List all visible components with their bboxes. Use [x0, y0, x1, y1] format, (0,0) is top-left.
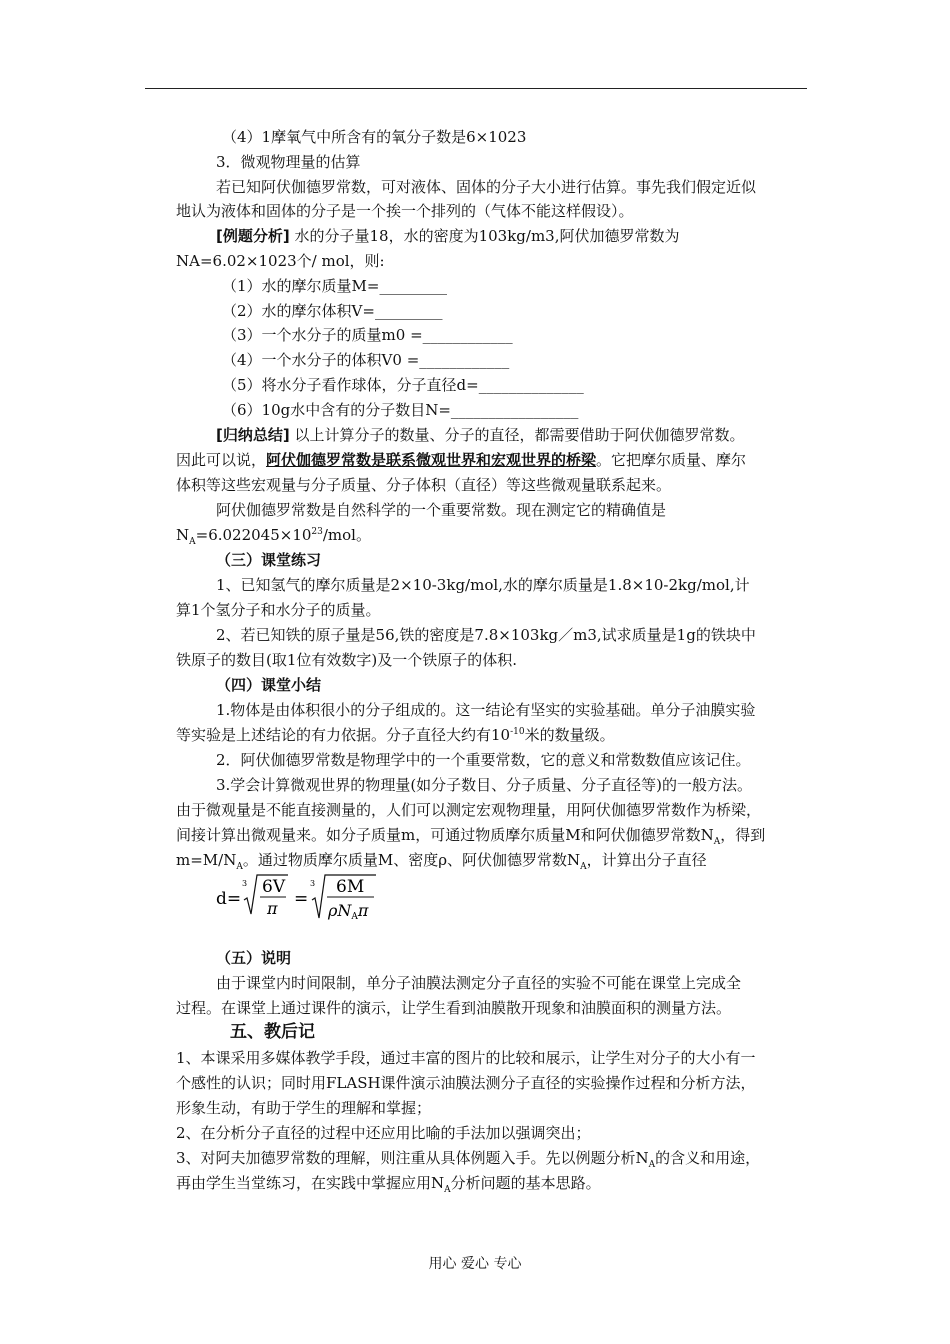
section-heading: （五）说明 [216, 949, 292, 967]
text-span: 再由学生当堂练习，在实践中掌握应用N [176, 1174, 445, 1192]
constant-value [176, 524, 371, 546]
diameter-formula [216, 872, 386, 924]
header-rule [145, 88, 807, 89]
section-heading: 3．微观物理量的估算 [216, 153, 361, 171]
subscript: A [580, 862, 587, 872]
section-heading: （四）课堂小结 [216, 676, 322, 694]
subscript: A [236, 862, 243, 872]
conclusion-line [176, 849, 707, 871]
text-span: 分析问题的基本思路。 [450, 1174, 601, 1192]
question-item: （6）10g水中含有的分子数目N=_________________ [222, 401, 579, 419]
summary-text: 以上计算分子的数量、分子的直径，都需要借助于阿伏伽德罗常数。 [289, 426, 745, 444]
question-item: （4）一个水分子的体积V0 =____________ [222, 351, 510, 369]
numerator: 6M [336, 877, 365, 897]
exercise-line: 铁原子的数目(取1位有效数字)及一个铁原子的体积. [176, 651, 518, 669]
key-statement: 阿伏伽德罗常数是联系微观世界和宏观世界的桥梁 [266, 451, 597, 469]
text-span: ，得到 [720, 826, 766, 844]
reflection-line: 形象生动，有助于学生的理解和掌握； [176, 1099, 432, 1117]
question-item: （3）一个水分子的质量m0 =____________ [222, 326, 513, 344]
text-span: 3、对阿夫加德罗常数的理解，则注重从具体例题入手。先以例题分析N [176, 1149, 649, 1167]
summary-line [176, 449, 746, 471]
summary-line [216, 424, 745, 446]
text-span: ，计算出分子直径 [586, 851, 707, 869]
text-span: 因此可以说， [176, 451, 267, 469]
text-span: N [176, 526, 190, 544]
equals-sign: = [294, 889, 309, 909]
text-span: 等实验是上述结论的有力依据。分子直径大约有10 [176, 726, 511, 744]
text-span: m=M/N [176, 851, 237, 869]
text-span: 间接计算出微观量来。如分子质量m，可通过物质摩尔质量M和阿伏伽德罗常数N [176, 826, 714, 844]
conclusion-line: 由于微观量是不能直接测量的，人们可以测定宏观物理量，用阿伏伽德罗常数作为桥梁， [176, 801, 762, 819]
conclusion-line [176, 724, 615, 746]
text-line: 地认为液体和固体的分子是一个挨一个排列的（气体不能这样假设）。 [176, 202, 634, 220]
reflection-line: 2、在分析分子直径的过程中还应用比喻的手法加以强调突出； [176, 1124, 591, 1142]
exercise-line: 1、已知氢气的摩尔质量是2×10-3kg/mol,水的摩尔质量是1.8×10-2kg/mol,计 [216, 576, 750, 594]
reflection-line [176, 1172, 601, 1194]
subscript: A [648, 1160, 656, 1170]
text-line: （4）1摩氧气中所含有的氧分子数是6×1023 [222, 128, 527, 146]
text-span: =6.022045×10 [195, 526, 312, 544]
section-heading: （三）课堂练习 [216, 551, 322, 569]
root-index: 3 [310, 879, 316, 888]
denominator: π [267, 899, 278, 918]
exercise-line: 算1个氢分子和水分子的质量。 [176, 601, 381, 619]
question-item: （5）将水分子看作球体，分子直径d=______________ [222, 376, 584, 394]
text-line: 体积等这些宏观量与分子质量、分子体积（直径）等这些微观量联系起来。 [176, 476, 672, 494]
subscript: A [189, 537, 196, 547]
conclusion-line: 2．阿伏伽德罗常数是物理学中的一个重要常数，它的意义和常数数值应该记住。 [216, 751, 751, 769]
text-line: NA=6.02×1023个/ mol，则: [176, 252, 385, 270]
example-text: 水的分子量18，水的密度为103kg/m3,阿伏加德罗常数为 [289, 227, 680, 245]
numerator: 6V [262, 877, 286, 897]
reflection-line: 个感性的认识；同时用FLASH课件演示油膜法测分子直径的实验操作过程和分析方法， [176, 1074, 756, 1092]
example-line [216, 225, 680, 247]
text-span: 米的数量级。 [524, 726, 615, 744]
page-footer: 用心 爱心 专心 [428, 1256, 522, 1272]
subscript: A [444, 1185, 451, 1195]
superscript: 23 [311, 527, 323, 537]
root-index: 3 [242, 879, 248, 888]
text-span: 的含义和用途， [655, 1149, 761, 1167]
question-item: （1）水的摩尔质量M=_________ [222, 277, 447, 295]
conclusion-line [176, 824, 765, 846]
reflection-line: 1、本课采用多媒体教学手段，通过丰富的图片的比较和展示，让学生对分子的大小有一 [176, 1049, 756, 1067]
formula-lhs: d= [216, 889, 242, 909]
summary-label: [归纳总结] [216, 426, 290, 444]
example-label: [例题分析] [216, 227, 290, 245]
text-span: 。它把摩尔质量、摩尔 [596, 451, 747, 469]
superscript: -10 [510, 727, 525, 737]
exercise-line: 2、若已知铁的原子量是56,铁的密度是7.8×103kg／m3,试求质量是1g的铁块中 [216, 626, 756, 644]
text-span: 。通过物质摩尔质量M、密度ρ、阿伏伽德罗常数N [242, 851, 581, 869]
note-line: 由于课堂内时间限制，单分子油膜法测定分子直径的实验不可能在课堂上完成全 [216, 974, 742, 992]
subscript: A [713, 837, 721, 847]
text-line: 若已知阿伏伽德罗常数，可对液体、固体的分子大小进行估算。事先我们假定近似 [216, 178, 757, 196]
note-line: 过程。在课堂上通过课件的演示，让学生看到油膜散开现象和油膜面积的测量方法。 [176, 999, 732, 1017]
reflection-line [176, 1147, 760, 1169]
text-line: 阿伏伽德罗常数是自然科学的一个重要常数。现在测定它的精确值是 [216, 501, 667, 519]
text-span: /mol。 [322, 526, 371, 544]
conclusion-line: 1.物体是由体积很小的分子组成的。这一结论有坚实的实验基础。单分子油膜实验 [216, 701, 756, 719]
question-item: （2）水的摩尔体积V=_________ [222, 302, 443, 320]
denominator: ρNAπ [328, 901, 369, 922]
section-heading: 五、教后记 [230, 1022, 315, 1042]
conclusion-line: 3.学会计算微观世界的物理量(如分子数目、分子质量、分子直径等)的一般方法。 [216, 776, 753, 794]
